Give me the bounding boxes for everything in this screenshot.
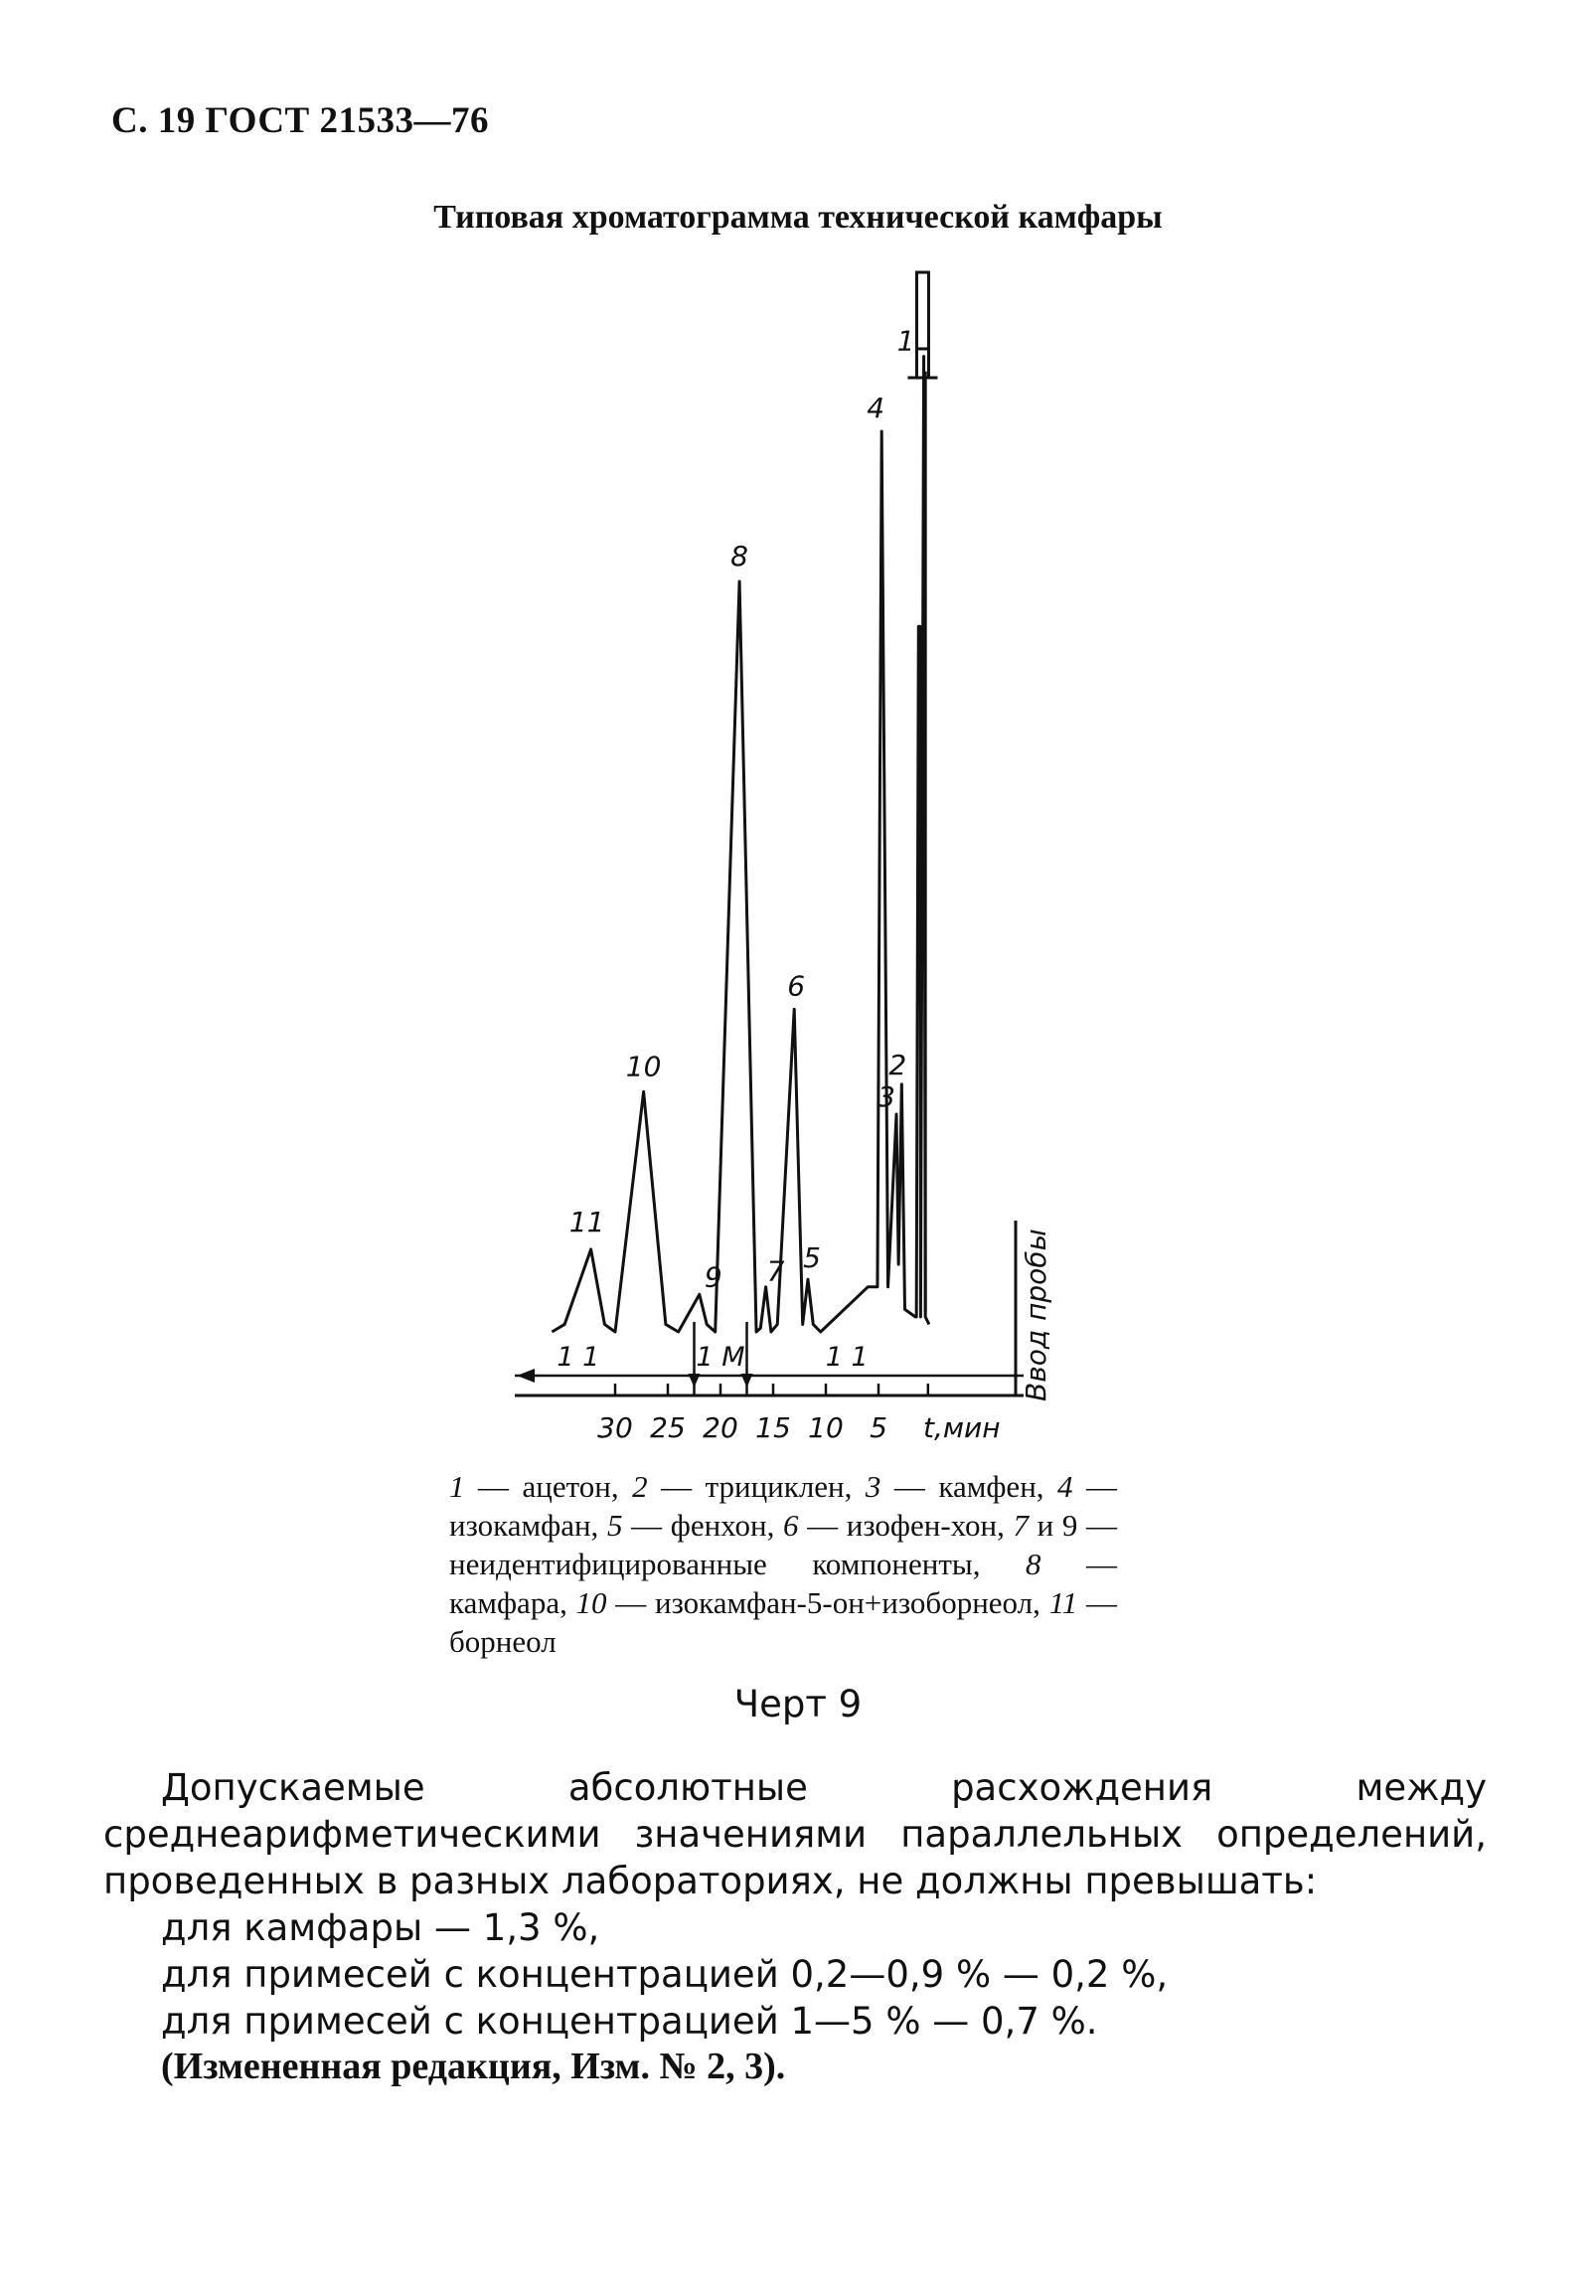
chromatogram-trace — [552, 272, 937, 1332]
axis-tick-label: 15 — [755, 1411, 791, 1444]
line-impurities-high: для примесей с концентрацией 1—5 % — 0,7 %. — [161, 2000, 1098, 2043]
figure-caption: Черт 9 — [733, 1683, 863, 1725]
legend-text: — трициклен, — [647, 1469, 866, 1504]
line-impurities-low: для примесей с концентрацией 0,2—0,9 % — 0,2 %, — [161, 1953, 1169, 1996]
time-axis — [515, 1322, 1024, 1444]
peak-label: 10 — [625, 1050, 662, 1083]
peak-label: 6 — [787, 969, 806, 1003]
axis-tick-label: 30 — [597, 1411, 633, 1444]
injection-label: Ввод пробы — [1020, 1229, 1052, 1401]
peak-label: 9 — [704, 1260, 722, 1294]
legend-number: 1 — [449, 1469, 465, 1504]
legend-number: 10 — [575, 1585, 607, 1620]
peak-label: 7 — [766, 1254, 785, 1288]
legend-text: — ацетон, — [464, 1469, 633, 1504]
attenuation-label: 1 1 — [557, 1342, 600, 1373]
peak-legend — [449, 1467, 1117, 1661]
legend-text: — камфен, — [880, 1469, 1058, 1504]
page-header: С. 19 ГОСТ 21533—76 — [111, 100, 489, 141]
legend-text: — изофен-хон, — [798, 1508, 1014, 1543]
paragraph: Допускаемые абсолютные расхождения между среднеарифметическими значениями параллельных определений, проведенных в разных лабораториях, не должны превышать: — [103, 1766, 1487, 1902]
legend-number: 8 — [1026, 1547, 1041, 1581]
legend-text: и 9 — неидентифицированные компоненты, — [449, 1508, 1117, 1581]
legend-text: — камфара, — [449, 1547, 1118, 1620]
injection-marker — [1016, 1221, 1052, 1401]
legend-number: 11 — [1048, 1585, 1078, 1620]
trace-line — [552, 357, 928, 1333]
peak-label: 3 — [878, 1080, 895, 1114]
legend-text: — фенхон, — [622, 1508, 783, 1543]
peak-label: 5 — [803, 1241, 821, 1275]
figure-title: Типовая хроматограмма технической камфары — [433, 199, 1163, 236]
legend-text: — борнеол — [449, 1585, 1117, 1659]
peak-labels — [569, 325, 915, 1294]
axis-tick-label: 10 — [808, 1411, 844, 1444]
axis-tick-label: 20 — [703, 1411, 738, 1444]
peak-label: 8 — [730, 540, 748, 573]
legend-text: — изокамфан-5-он+изоборнеол, — [606, 1585, 1049, 1620]
legend-text: — изокамфан, — [449, 1469, 1118, 1543]
line-camphor: для камфары — 1,3 %, — [161, 1906, 600, 1949]
legend-number: 7 — [1013, 1508, 1029, 1543]
legend-number: 6 — [782, 1508, 799, 1543]
peak-label: 2 — [888, 1048, 907, 1081]
attenuation-arrowhead — [517, 1369, 535, 1383]
attenuation-label: 1 M — [696, 1342, 745, 1373]
peak-label: 1 — [896, 324, 915, 358]
attenuation-arrow — [689, 1374, 701, 1388]
axis-tick-label: 25 — [650, 1411, 686, 1444]
legend-number: 2 — [632, 1469, 648, 1504]
legend-number: 3 — [865, 1469, 881, 1504]
peak-label: 4 — [867, 392, 885, 424]
legend-number: 5 — [606, 1508, 623, 1543]
axis-tick-label: 5 — [870, 1411, 887, 1444]
attenuation-arrow — [741, 1374, 753, 1388]
attenuation-label: 1 1 — [825, 1342, 869, 1373]
peak-label: 11 — [568, 1205, 605, 1238]
legend-number: 4 — [1057, 1469, 1073, 1504]
axis-tick-label: t,мин — [923, 1411, 1001, 1444]
amendment-note: (Измененная редакция, Изм. № 2, 3). — [161, 2046, 786, 2087]
